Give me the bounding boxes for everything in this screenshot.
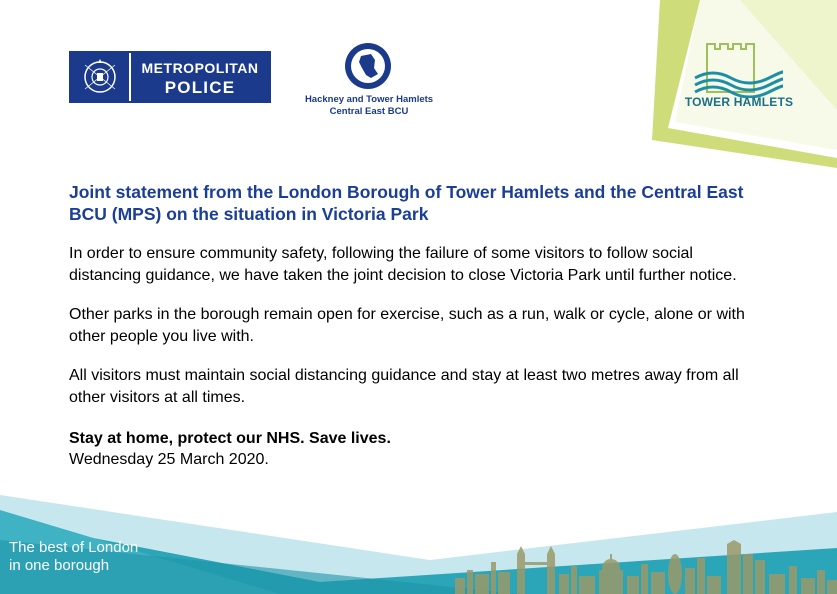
footer-tagline [9,539,138,575]
met-police-line2: POLICE [164,78,236,97]
statement-paragraph-2: Other parks in the borough remain open for exercise, such as a run, walk or cycle, alone or with other people you live with. [69,306,745,345]
bcu-name [300,94,438,118]
bcu-crest-icon [344,42,392,90]
met-police-crest-icon [71,53,129,101]
footer-tagline-line1: The best of London [9,539,139,556]
bcu-name-line2: Central East BCU [329,106,409,117]
statement-slogan: Stay at home, protect our NHS. Save lives. [69,430,391,447]
statement-body [69,181,769,470]
met-police-logo [69,51,271,103]
statement-date: Wednesday 25 March 2020. [69,451,269,468]
london-skyline-icon [455,540,837,594]
statement-title: Joint statement from the London Borough of Tower Hamlets and the Central East BCU (MPS) on the situation in Victoria Park [69,182,744,224]
met-police-line1: METROPOLITAN [141,60,259,76]
tower-hamlets-name: TOWER HAMLETS [684,95,794,109]
bcu-name-line1: Hackney and Tower Hamlets [304,94,434,105]
tower-hamlets-castle-icon [693,38,783,98]
statement-paragraph-3: All visitors must maintain social distancing guidance and stay at least two metres away from all other visitors at all times. [69,367,739,406]
statement-paragraph-1: In order to ensure community safety, following the failure of some visitors to follow social distancing guidance, we have taken the joint decision to close Victoria Park until further notice. [69,245,737,284]
footer-tagline-line2: in one borough [9,557,110,574]
met-police-wordmark [131,53,269,101]
